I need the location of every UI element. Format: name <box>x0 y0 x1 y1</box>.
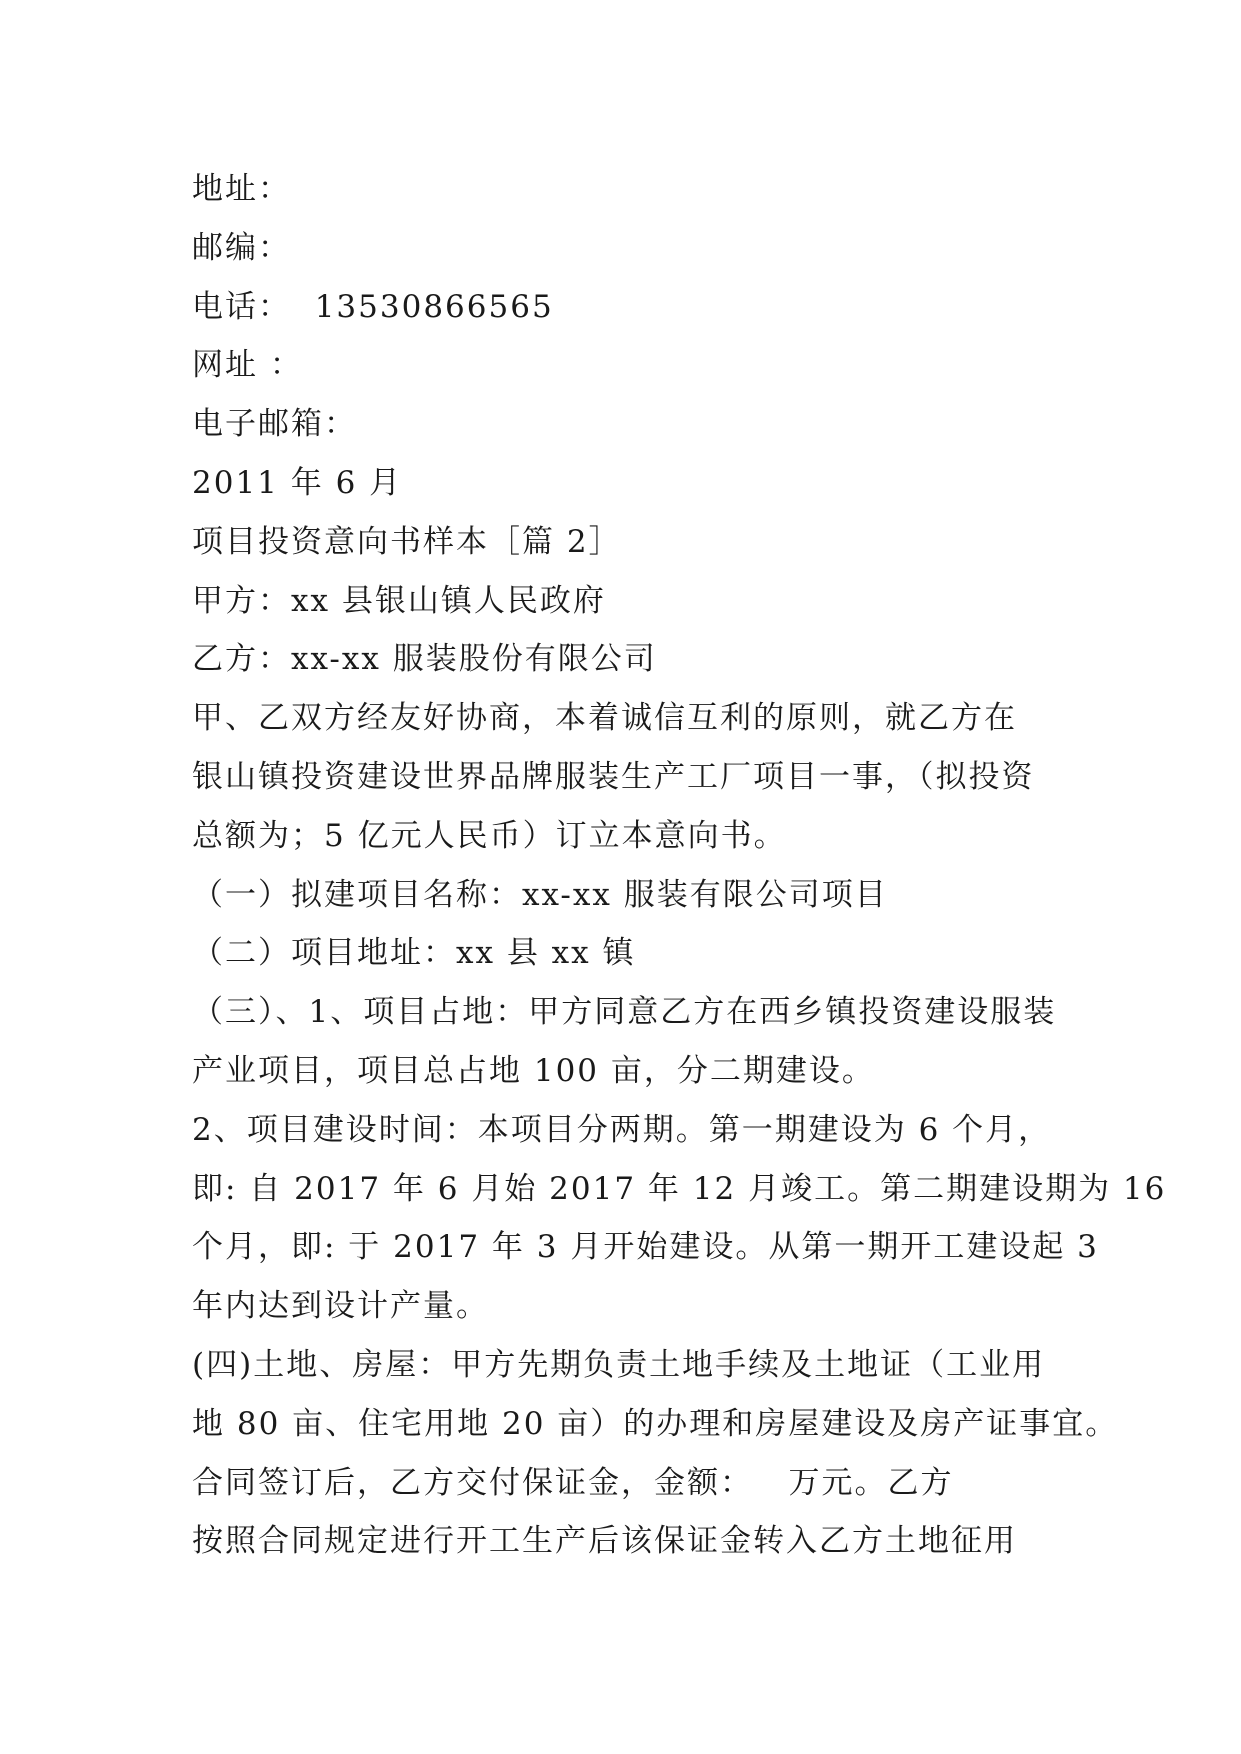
paragraph-line: 总额为；5 亿元人民币）订立本意向书。 <box>192 817 787 854</box>
clause-one-line: （一）拟建项目名称：xx-xx 服装有限公司项目 <box>192 876 888 913</box>
section-title: 项目投资意向书样本［篇 2］ <box>192 523 622 560</box>
paragraph-line: 银山镇投资建设世界品牌服装生产工厂项目一事，（拟投资 <box>192 758 1035 795</box>
paragraph-line: 2、项目建设时间：本项目分两期。第一期建设为 6 个月， <box>192 1111 1052 1148</box>
address-label: 地址： <box>192 171 291 207</box>
document-body <box>192 160 1167 1571</box>
paragraph-line: 产业项目，项目总占地 100 亩，分二期建设。 <box>192 1052 875 1089</box>
email-label: 电子邮箱： <box>192 406 357 443</box>
paragraph-line: 合同签订后，乙方交付保证金，金额： 万元。乙方 <box>192 1464 954 1501</box>
paragraph-line: 按照合同规定进行开工生产后该保证金转入乙方土地征用 <box>192 1523 1017 1560</box>
clause-four-line: (四)土地、房屋：甲方先期负责土地手续及土地证（工业用 <box>192 1346 1046 1383</box>
paragraph-line: 个月，即: 于 2017 年 3 月开始建设。从第一期开工建设起 3 <box>192 1229 1099 1266</box>
clause-two-line: （二）项目地址：xx 县 xx 镇 <box>192 935 636 972</box>
paragraph-line: 甲、乙双方经友好协商，本着诚信互利的原则，就乙方在 <box>192 700 1017 737</box>
party-b-line: 乙方：xx-xx 服装股份有限公司 <box>192 641 657 678</box>
website-label: 网址 ： <box>192 347 303 384</box>
clause-three-line: （三）、1、项目占地：甲方同意乙方在西乡镇投资建设服装 <box>192 994 1057 1031</box>
postcode-label: 邮编： <box>192 229 291 266</box>
paragraph-line: 即: 自 2017 年 6 月始 2017 年 12 月竣工。第二期建设期为 16 <box>192 1170 1167 1207</box>
phone-line: 电话： 13530866565 <box>192 288 554 325</box>
party-a-line: 甲方：xx 县银山镇人民政府 <box>192 582 606 619</box>
paragraph-line: 年内达到设计产量。 <box>192 1288 489 1325</box>
paragraph-line: 地 80 亩、住宅用地 20 亩）的办理和房屋建设及房产证事宜。 <box>192 1405 1119 1442</box>
date-line: 2011 年 6 月 <box>192 464 403 501</box>
